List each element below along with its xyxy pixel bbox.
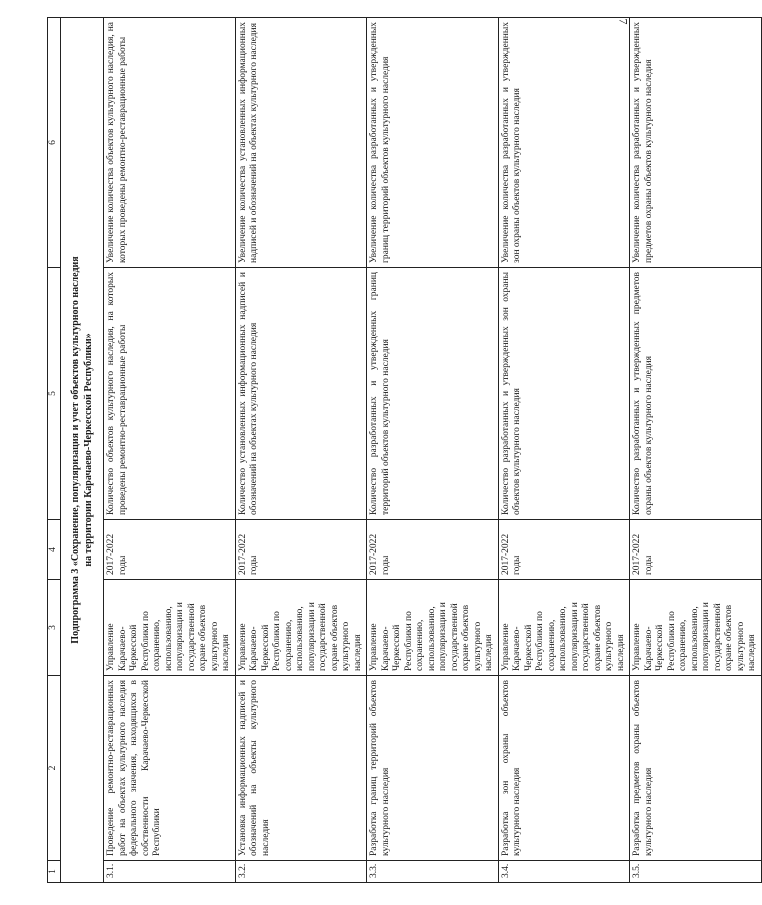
page-number: 7 — [616, 18, 631, 25]
row-number: 3.3. — [367, 861, 499, 883]
executor-cell: Управление Карачаево-Черкесской Республики по сохранению, использованию, популяризации и государственной охране объектов культурного наследия — [498, 580, 630, 676]
column-number: 3 — [48, 580, 61, 676]
result-cell: Увеличение количества разработанных и утвержденных границ территорий объектов культурного наследия — [367, 18, 499, 268]
indicator-cell: Количество разработанных и утвержденных границ территорий объектов культурного наследия — [367, 268, 499, 520]
period-cell: 2017-2022 годы — [630, 520, 762, 580]
activity-cell: Проведение ремонтно-реставрационных работ на объектах культурного наследия федерального значения, находящихся в собственности Карачаево-Черкесской Республики — [104, 676, 236, 861]
row-number: 3.2. — [235, 861, 367, 883]
executor-cell: Управление Карачаево-Черкесской Республики по сохранению, использованию, популяризации и государственной охране объектов культурного наследия — [630, 580, 762, 676]
document-page-rotated — [47, 18, 757, 883]
executor-cell: Управление Карачаево-Черкесской Республики по сохранению, использованию, популяризации и государственной охране объектов культурного наследия — [104, 580, 236, 676]
table-row — [498, 18, 630, 883]
row-number: 3.5. — [630, 861, 762, 883]
result-cell: Увеличение количества установленных информационных надписей и обозначений на объектах культурного наследия — [235, 18, 367, 268]
activity-cell: Разработка предметов охраны объектов культурного наследия — [630, 676, 762, 861]
executor-cell: Управление Карачаево-Черкесской Республики по сохранению, использованию, популяризации и государственной охране объектов культурного наследия — [235, 580, 367, 676]
period-cell: 2017-2022 годы — [498, 520, 630, 580]
indicator-cell: Количество установленных информационных надписей и обозначений на объектах культурного наследия — [235, 268, 367, 520]
subprogram-title — [61, 18, 104, 883]
column-number: 2 — [48, 676, 61, 861]
table-row — [367, 18, 499, 883]
result-cell: Увеличение количества разработанных и утвержденных зон охраны объектов культурного наследия — [498, 18, 630, 268]
period-cell: 2017-2022 годы — [367, 520, 499, 580]
column-number: 5 — [48, 268, 61, 520]
row-number: 3.1. — [104, 861, 236, 883]
column-number: 4 — [48, 520, 61, 580]
program-table — [47, 17, 762, 883]
result-cell: Увеличение количества разработанных и утвержденных предметов охраны объектов культурного наследия — [630, 18, 762, 268]
table-row — [630, 18, 762, 883]
indicator-cell: Количество разработанных и утвержденных предметов охраны объектов культурного наследия — [630, 268, 762, 520]
indicator-cell: Количество объектов культурного наследия, на которых проведены ремонтно-реставрационные работы — [104, 268, 236, 520]
activity-cell: Установка информационных надписей и обозначений на объекты культурного наследия — [235, 676, 367, 861]
column-number-row — [48, 18, 61, 883]
table-row — [235, 18, 367, 883]
period-cell: 2017-2022 годы — [104, 520, 236, 580]
activity-cell: Разработка зон охраны объектов культурного наследия — [498, 676, 630, 861]
result-cell: Увеличение количества объектов культурного наследия, на которых проведены ремонтно-реставрационные работы — [104, 18, 236, 268]
table-row — [104, 18, 236, 883]
subprogram-header-row — [61, 18, 104, 883]
period-cell: 2017-2022 годы — [235, 520, 367, 580]
activity-cell: Разработка границ территорий объектов культурного наследия — [367, 676, 499, 861]
column-number: 1 — [48, 861, 61, 883]
indicator-cell: Количество разработанных и утвержденных зон охраны объектов культурного наследия — [498, 268, 630, 520]
column-number: 6 — [48, 18, 61, 268]
executor-cell: Управление Карачаево-Черкесской Республики по сохранению, использованию, популяризации и государственной охране объектов культурного наследия — [367, 580, 499, 676]
subprogram-title-line-1: Подпрограмма 3 «Сохранение, популяризация и учет объектов культурного наследия — [70, 256, 81, 644]
subprogram-title-line-2: на территории Карачаево-Черкесской Республики» — [83, 333, 94, 567]
row-number: 3.4. — [498, 861, 630, 883]
